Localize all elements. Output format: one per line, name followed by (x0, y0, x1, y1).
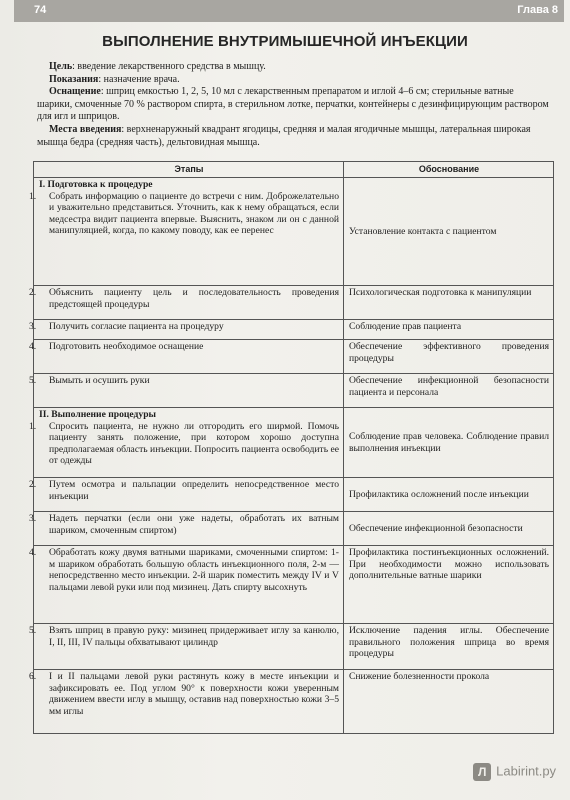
procedure-table (29, 161, 554, 734)
table-row (34, 408, 554, 478)
reason-cell: Обеспечение эффективного проведения процедуры (344, 340, 554, 374)
reason-cell: Профилактика осложнений после инъекции (344, 478, 554, 512)
reason-cell: Обеспечение инфекционной безопасности пациента и персонала (344, 374, 554, 408)
reason-cell: Снижение болезненности прокола (344, 670, 554, 734)
table-row (34, 286, 554, 320)
step-cell (29, 670, 344, 734)
reason-cell: Исключение падения иглы. Обеспечение правильного положения шприца во время процедуры (344, 624, 554, 670)
step-number: 3. (29, 321, 37, 332)
step-text: Надеть перчатки (если они уже надеты, обработать их ватным шариком, смоченным спиртом) (49, 513, 339, 536)
labirint-logo-icon: Л (473, 763, 491, 781)
col-header-stages: Этапы (34, 162, 344, 178)
step-text: Получить согласие пациента на процедуру (49, 321, 224, 332)
page-number: 74 (34, 4, 47, 16)
table-row (34, 320, 554, 340)
reason-cell: Психологическая подготовка к манипуляции (344, 286, 554, 320)
step-number: 5. (29, 375, 37, 386)
table-row (34, 374, 554, 408)
equipment-line (37, 86, 551, 124)
indications-text: : назначение врача. (98, 73, 180, 85)
step-text: Взять шприц в правую руку: мизинец придерживает иглу за канюлю, I, II, III, IV пальцы обхватывают цилиндр (49, 625, 339, 648)
table-row (34, 512, 554, 546)
col-header-reason: Обоснование (344, 162, 554, 178)
table-row (34, 670, 554, 734)
reason-cell: Соблюдение прав человека. Соблюдение правил выполнения инъекции (344, 408, 554, 478)
step-text: Объяснить пациенту цель и последовательность проведения предстоящей процедуры (49, 287, 339, 310)
indications-label: Показания (49, 73, 99, 85)
section-heading: I. Подготовка к процедуре (39, 179, 153, 190)
reason-cell: Установление контакта с пациентом (344, 178, 554, 286)
step-cell (29, 374, 344, 408)
chapter-label: Глава 8 (517, 4, 558, 16)
step-number: 3. (29, 513, 37, 524)
step-cell (29, 286, 344, 320)
indications-line (37, 74, 551, 87)
equipment-label: Оснащение (49, 86, 101, 98)
step-number: 4. (29, 341, 37, 352)
goal-line (37, 61, 551, 74)
reason-cell: Соблюдение прав пациента (344, 320, 554, 340)
table-row (34, 624, 554, 670)
goal-text: : введение лекарственного средства в мышцу. (72, 61, 266, 72)
intro-block (37, 61, 551, 149)
reason-cell: Обеспечение инфекционной безопасности (344, 512, 554, 546)
goal-label: Цель (49, 61, 73, 72)
step-cell (29, 178, 344, 286)
sites-label: Места введения (49, 123, 122, 135)
watermark-text: Labirint.ру (496, 763, 556, 779)
step-cell (29, 546, 344, 624)
step-cell (29, 320, 344, 340)
section-heading: II. Выполнение процедуры (39, 409, 157, 420)
table-row (34, 178, 554, 286)
step-number: 1. (29, 190, 37, 202)
step-cell (29, 340, 344, 374)
step-cell (29, 408, 344, 478)
step-cell (29, 624, 344, 670)
step-cell (29, 512, 344, 546)
step-text: Подготовить необходимое оснащение (49, 341, 204, 352)
table-row (34, 340, 554, 374)
step-number: 2. (29, 479, 37, 490)
step-text: Обработать кожу двумя ватными шариками, смоченными спиртом: 1-м шариком обработать большую область инъекционного поля, 2-м — непосредственно место инъекции. 2-й шарик поместить между IV и V пальцами левой руки или под мизинец. Дать спирту высохнуть (49, 547, 339, 593)
step-text: I и II пальцами левой руки растянуть кожу в месте инъекции и зафиксировать ее. Под углом 90° к поверхности кожи уверенным движением ввести иглу в мышцу, оставив над поверхностью кожи 3–5 мм иглы (49, 671, 339, 717)
step-text: Вымыть и осушить руки (49, 375, 150, 386)
step-text: Спросить пациента, не нужно ли отгородить его ширмой. Помочь пациенту занять положение, при котором хорошо доступна предполагаемая область инъекции. Попросить пациента освободить ее от одежды (49, 420, 339, 467)
equipment-text: : шприц емкостью 1, 2, 5, 10 мл с лекарственным препаратом и иглой 4–6 см; стерильные ватные шарики, смоченные 70 % раствором спирта, в стерильном лотке, перчатки, контейнеры с дезинфицирующим раствором для игл и шприцов. (37, 86, 549, 123)
step-number: 5. (29, 625, 37, 636)
step-number: 1. (29, 420, 37, 432)
step-cell (29, 478, 344, 512)
table-row (34, 546, 554, 624)
page-title: ВЫПОЛНЕНИЕ ВНУТРИМЫШЕЧНОЙ ИНЪЕКЦИИ (102, 33, 468, 50)
watermark (473, 763, 556, 781)
table-header-row (34, 162, 554, 178)
running-header (14, 0, 564, 22)
step-number: 2. (29, 287, 37, 298)
sites-text: : верхненаружный квадрант ягодицы, средняя и малая ягодичные мышцы, латеральная широкая мышца бедра (средняя часть), дельтовидная мышца. (37, 123, 531, 148)
step-text: Собрать информацию о пациенте до встречи с ним. Доброжелательно и уважительно представиться. Уточнить, как к нему обращаться, если медсестра видит пациента впервые. Выяснить, знаком ли он с данной манипуляцией, когда, по какому поводу, как ее перенес (49, 190, 339, 237)
step-number: 4. (29, 547, 37, 558)
reason-cell: Профилактика постинъекционных осложнений. При необходимости можно использовать дополнительные ватные шарики (344, 546, 554, 624)
step-text: Путем осмотра и пальпации определить непосредственное место инъекции (49, 479, 339, 502)
step-number: 6. (29, 671, 37, 682)
sites-line (37, 124, 551, 149)
table-row (34, 478, 554, 512)
